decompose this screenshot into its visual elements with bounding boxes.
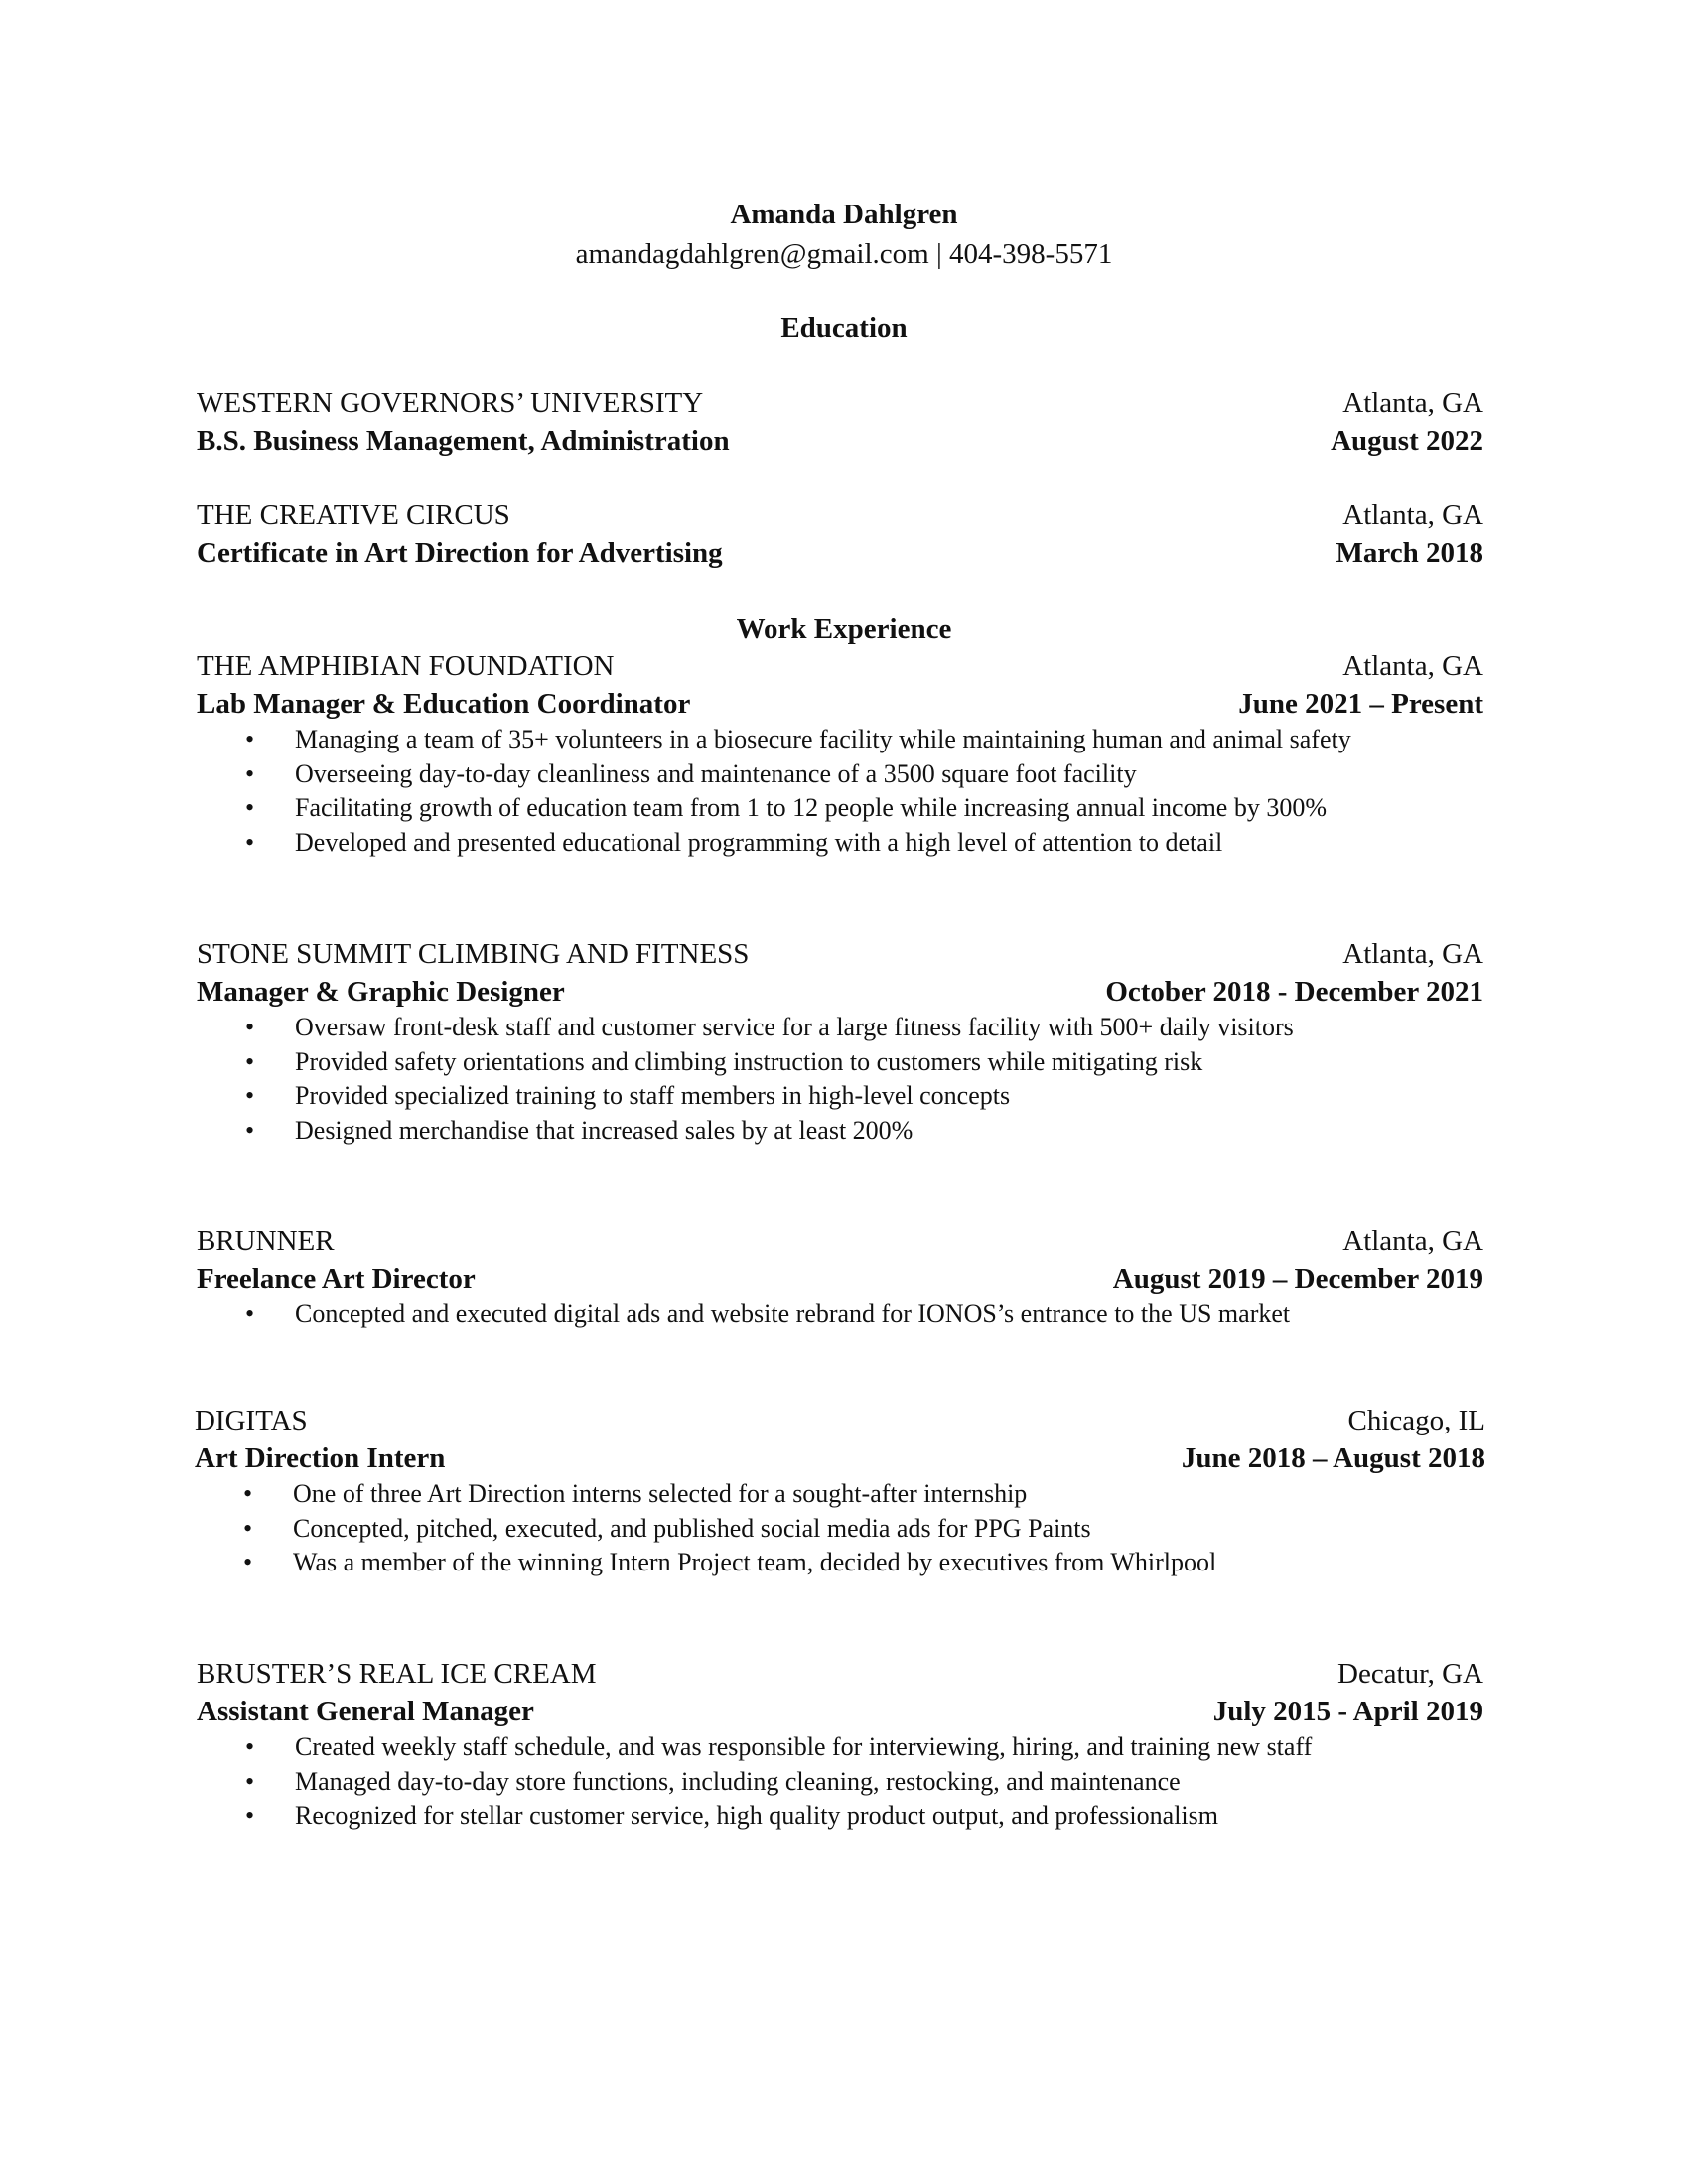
list-item: • Concepted and executed digital ads and website rebrand for IONOS’s entrance to the US market <box>197 1297 1483 1332</box>
list-item: • Overseeing day-to-day cleanliness and maintenance of a 3500 square foot facility <box>197 757 1483 792</box>
list-item: • Developed and presented educational programming with a high level of attention to detail <box>197 826 1483 861</box>
job-title: Lab Manager & Education Coordinator <box>197 688 691 720</box>
candidate-name: Amanda Dahlgren <box>730 199 958 230</box>
list-item: • One of three Art Direction interns selected for a sought-after internship <box>195 1477 1485 1512</box>
degree-title: B.S. Business Management, Administration <box>197 425 730 457</box>
employer-location: Atlanta, GA <box>1342 650 1483 682</box>
contact-line: amandagdahlgren@gmail.com | 404-398-5571 <box>575 238 1113 270</box>
job-dates: July 2015 - April 2019 <box>1212 1696 1483 1727</box>
job-title: Freelance Art Director <box>197 1263 476 1295</box>
degree-date: March 2018 <box>1336 537 1483 569</box>
responsibility-list <box>195 1477 1485 1580</box>
resume-header <box>0 195 1688 274</box>
employer-name: STONE SUMMIT CLIMBING AND FITNESS <box>197 938 750 970</box>
employer-name: BRUNNER <box>197 1225 335 1257</box>
employer-name: BRUSTER’S REAL ICE CREAM <box>197 1658 597 1690</box>
job-dates: June 2021 – Present <box>1238 688 1483 720</box>
employer-location: Atlanta, GA <box>1342 938 1483 970</box>
list-item: • Oversaw front-desk staff and customer service for a large fitness facility with 500+ daily visitors <box>197 1011 1483 1045</box>
list-item: • Concepted, pitched, executed, and published social media ads for PPG Paints <box>195 1512 1485 1547</box>
work-entry <box>197 647 1483 860</box>
employer-location: Atlanta, GA <box>1342 1225 1483 1257</box>
institution-location: Atlanta, GA <box>1342 387 1483 419</box>
responsibility-list <box>197 1730 1483 1834</box>
education-entry <box>197 384 1483 460</box>
work-entry <box>195 1402 1485 1580</box>
employer-location: Decatur, GA <box>1337 1658 1483 1690</box>
institution-name: THE CREATIVE CIRCUS <box>197 499 510 531</box>
responsibility-list <box>197 1011 1483 1148</box>
job-title: Art Direction Intern <box>195 1442 446 1474</box>
work-entry <box>197 1222 1483 1332</box>
degree-title: Certificate in Art Direction for Advertising <box>197 537 723 569</box>
list-item: • Recognized for stellar customer service, high quality product output, and professionalism <box>197 1799 1483 1834</box>
job-title: Manager & Graphic Designer <box>197 976 565 1008</box>
list-item: • Was a member of the winning Intern Project team, decided by executives from Whirlpool <box>195 1546 1485 1580</box>
list-item: • Managing a team of 35+ volunteers in a biosecure facility while maintaining human and animal safety <box>197 723 1483 757</box>
education-entry <box>197 496 1483 572</box>
list-item: • Facilitating growth of education team from 1 to 12 people while increasing annual income by 300% <box>197 791 1483 826</box>
work-entry <box>197 935 1483 1148</box>
education-heading: Education <box>780 312 908 343</box>
list-item: • Managed day-to-day store functions, including cleaning, restocking, and maintenance <box>197 1765 1483 1800</box>
job-dates: June 2018 – August 2018 <box>1181 1442 1485 1474</box>
job-dates: August 2019 – December 2019 <box>1112 1263 1483 1295</box>
job-title: Assistant General Manager <box>197 1696 534 1727</box>
job-dates: October 2018 - December 2021 <box>1105 976 1483 1008</box>
list-item: • Provided safety orientations and climbing instruction to customers while mitigating risk <box>197 1045 1483 1080</box>
work-experience-heading: Work Experience <box>736 614 952 645</box>
responsibility-list <box>197 1297 1483 1332</box>
list-item: • Designed merchandise that increased sales by at least 200% <box>197 1114 1483 1149</box>
responsibility-list <box>197 723 1483 860</box>
list-item: • Provided specialized training to staff members in high-level concepts <box>197 1079 1483 1114</box>
institution-location: Atlanta, GA <box>1342 499 1483 531</box>
institution-name: WESTERN GOVERNORS’ UNIVERSITY <box>197 387 704 419</box>
degree-date: August 2022 <box>1331 425 1483 457</box>
employer-name: DIGITAS <box>195 1405 308 1436</box>
employer-name: THE AMPHIBIAN FOUNDATION <box>197 650 615 682</box>
list-item: • Created weekly staff schedule, and was responsible for interviewing, hiring, and training new staff <box>197 1730 1483 1765</box>
work-entry <box>197 1655 1483 1834</box>
employer-location: Chicago, IL <box>1347 1405 1485 1436</box>
